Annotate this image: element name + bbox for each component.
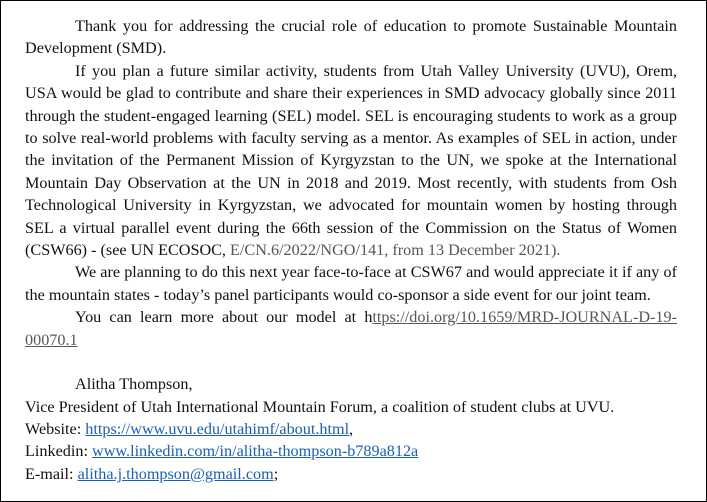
signature-title: Vice President of Utah International Mountain Forum, a coalition of student clubs at UVU.	[25, 397, 615, 416]
paragraph-sel-model	[25, 60, 677, 262]
signature-email	[25, 463, 677, 485]
ecosoc-reference: E/CN.6/2022/NGO/141, from 13 December 2021	[230, 241, 552, 260]
paragraph-learn-more-text: You can learn more about our model at h	[75, 308, 373, 327]
paragraph-thanks	[25, 15, 677, 60]
linkedin-link[interactable]: www.linkedin.com/in/alitha-thompson-b789a812a	[92, 442, 419, 461]
doi-link[interactable]: ttps://doi.org/10.1659/MRD-JOURNAL-D-19-00070.1	[25, 308, 677, 349]
paragraph-learn-more	[25, 306, 677, 351]
paragraph-csw67-text: We are planning to do this next year face-to-face at CSW67 and would appreciate it if any of the mountain states - today’s panel participants would co-sponsor a side event for our joint team.	[25, 263, 677, 304]
website-label: Website:	[25, 419, 86, 438]
email-label: E-mail:	[25, 464, 78, 483]
linkedin-label: Linkedin:	[25, 442, 92, 461]
paragraph-sel-model-text: If you plan a future similar activity, students from Utah Valley University (UVU), Orem, USA would be glad to contribute and share their experiences in SMD advocacy globally since 2011 through the student-engaged learning (SEL) model. SEL is encouraging students to work as a group to solve real-world problems with faculty serving as a mentor. As examples of SEL in action, under the invitation of the Permanent Mission of Kyrgyzstan to the UN, we spoke at the International Mountain Day Observation at the UN in 2018 and 2019. Most recently, with students from Osh Technological University in Kyrgyzstan, we advocated for mountain women by hosting through SEL a virtual parallel event during the 66th session of the Commission on the Status of Women (CSW66) - (see UN ECOSOC,	[25, 61, 677, 260]
spacer	[25, 351, 677, 373]
website-link[interactable]: https://www.uvu.edu/utahimf/about.html	[85, 419, 350, 438]
ecosoc-reference-end: ).	[551, 241, 561, 260]
signature-name: Alitha Thompson,	[75, 375, 193, 394]
paragraph-thanks-text: Thank you for addressing the crucial role of education to promote Sustainable Mountain Development (SMD).	[25, 17, 677, 58]
email-suffix: ;	[273, 464, 279, 483]
signature-linkedin	[25, 440, 677, 462]
website-suffix: ,	[349, 419, 354, 438]
email-link[interactable]: alitha.j.thompson@gmail.com	[77, 464, 274, 483]
signature-website	[25, 418, 677, 440]
paragraph-csw67	[25, 261, 677, 306]
letter-body	[25, 15, 677, 485]
